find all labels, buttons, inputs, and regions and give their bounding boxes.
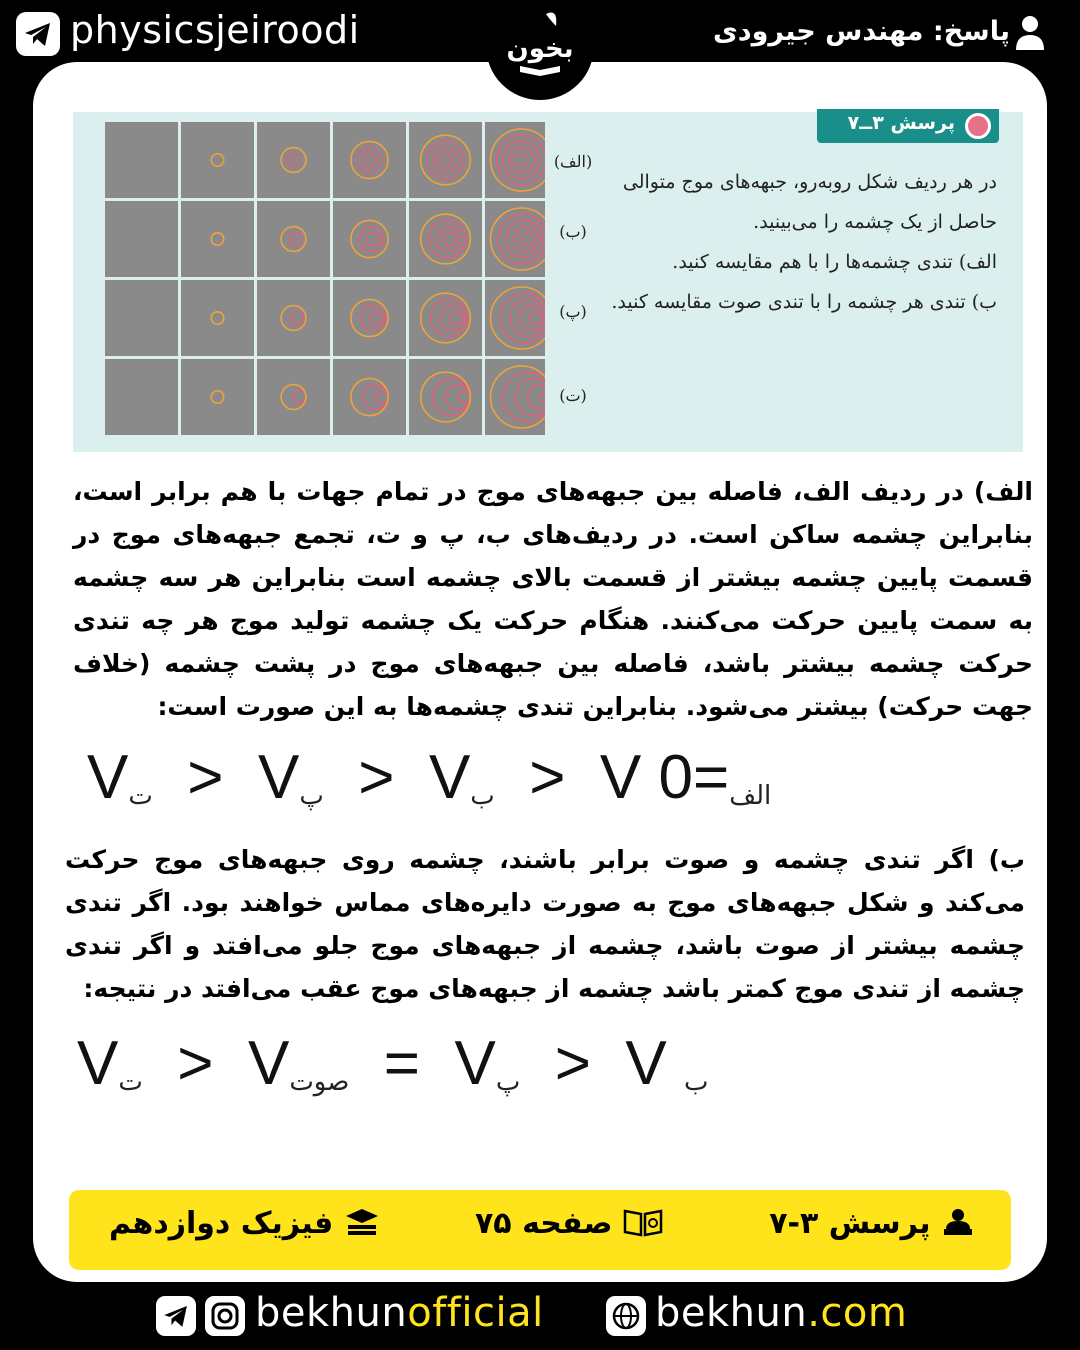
wave-cell (181, 359, 254, 435)
logo-text: بخون (506, 34, 574, 64)
question-badge-text: پرسش ۳ــ۷ (847, 112, 955, 134)
formula-gt: > (187, 743, 224, 812)
wave-cell (333, 201, 406, 277)
wave-cell (333, 359, 406, 435)
wave-cell (181, 280, 254, 356)
formula-gt: > (177, 1029, 214, 1098)
description-line: ب) تندی هر چشمه را با تندی صوت مقایسه کنید. (611, 291, 997, 313)
wave-cell (105, 201, 178, 277)
formula-eq: = (383, 1029, 420, 1098)
formula-v: V (87, 743, 129, 812)
formula-v: V (77, 1029, 119, 1098)
formula-sub: ت (128, 781, 153, 811)
formula-part-b (77, 1028, 709, 1099)
formula-sub: صوت (289, 1067, 350, 1097)
handle-main: bekhun (255, 1290, 408, 1336)
formula-gt: > (529, 743, 566, 812)
handle-accent: official (407, 1290, 544, 1336)
user-icon (1014, 14, 1046, 52)
instagram-icon[interactable] (205, 1296, 245, 1336)
formula-sub: ب (684, 1067, 709, 1097)
wave-cell (181, 201, 254, 277)
website-link[interactable] (655, 1290, 907, 1336)
wave-cell (333, 122, 406, 198)
formula-v: V (247, 1029, 290, 1098)
formula-v: V (428, 743, 471, 812)
row-label-p: (پ) (559, 302, 587, 321)
brand-logo (486, 0, 594, 100)
formula-sub: الف (729, 781, 772, 811)
wave-cell (257, 122, 330, 198)
teacher-icon (941, 1207, 975, 1237)
formula-eq: = (692, 743, 730, 812)
formula-v: V (454, 1029, 496, 1098)
info-question (769, 1206, 975, 1241)
formula-v: V (625, 1029, 667, 1098)
formula-v: V (599, 743, 642, 812)
telegram-icon[interactable] (16, 12, 60, 56)
row-label-b: (ب) (559, 222, 587, 241)
wave-cell (105, 122, 178, 198)
formula-gt: > (554, 1029, 591, 1098)
site-accent: .com (807, 1290, 908, 1336)
graduation-cap-icon (344, 1207, 380, 1237)
formula-sub: ب (470, 781, 495, 811)
answer-part-a: الف) در ردیف الف، فاصله بین جبهه‌های موج در تمام جهات با هم برابر است، بنابراین چشمه ساکن است. در ردیف‌های ب، پ و ت، تجمع جبهه‌های موج در قسمت پایین چشمه بیشتر از قسمت بالای چشمه است بنابراین هر سه چشمه به سمت پایین حرکت می‌کنند. هنگام حرکت یک چشمه تولید موج هر چه تندی حرکت چشمه بیشتر باشد، فاصله بین جبهه‌های موج در پشت چشمه (خلاف جهت حرکت) بیشتر می‌شود. بنابراین تندی چشمه‌ها به این صورت است: (73, 477, 1033, 721)
formula-sub: پ (299, 781, 324, 811)
instagram-handle[interactable] (255, 1290, 544, 1336)
info-book (109, 1206, 380, 1241)
textbook-figure (73, 112, 1023, 452)
answer-author: پاسخ: مهندس جیرودی (713, 16, 1010, 47)
question-badge (817, 109, 999, 143)
info-question-text: پرسش ۳-۷ (769, 1206, 931, 1241)
formula-part-a (87, 742, 771, 813)
telegram-icon[interactable] (156, 1296, 196, 1336)
figure-description (587, 162, 997, 322)
formula-sub: ت (118, 1067, 143, 1097)
row-label-t: (ت) (559, 386, 587, 405)
formula-v: V (257, 743, 300, 812)
wave-front-grid (105, 122, 545, 440)
telegram-handle[interactable]: physicsjeiroodi (70, 8, 360, 52)
description-line: در هر ردیف شکل روبه‌رو، جبهه‌های موج متوالی (622, 171, 997, 193)
formula-gt: > (358, 743, 395, 812)
wave-cell (105, 359, 178, 435)
info-page-text: صفحه ۷۵ (475, 1206, 613, 1241)
info-page (475, 1206, 663, 1241)
formula-sub: پ (495, 1067, 521, 1097)
globe-icon[interactable] (606, 1296, 646, 1336)
content-card (33, 62, 1047, 1282)
wave-cell (181, 122, 254, 198)
wave-cell (257, 280, 330, 356)
site-main: bekhun (655, 1290, 808, 1336)
book-open-icon (623, 1207, 663, 1237)
info-bar (69, 1190, 1011, 1270)
row-label-alef: (الف) (553, 152, 593, 171)
description-line: الف) تندی چشمه‌ها را با هم مقایسه کنید. (672, 251, 997, 273)
info-book-text: فیزیک دوازدهم (109, 1206, 334, 1241)
answer-part-b: ب) اگر تندی چشمه و صوت برابر باشند، چشمه روی جبهه‌های موج حرکت می‌کند و شکل جبهه‌های موج به صورت دایره‌های مماس خواهند بود. اگر تندی چشمه بیشتر از صوت باشد، چشمه از جبهه‌های موج جلو می‌افتد و اگر تندی چشمه از تندی موج کمتر باشد چشمه از جبهه‌های موج عقب می‌افتد در نتیجه: (65, 845, 1025, 1003)
badge-dot-icon (965, 113, 991, 139)
formula-zero: 0 (658, 743, 693, 812)
wave-cell (105, 280, 178, 356)
wave-cell (257, 201, 330, 277)
description-line: حاصل از یک چشمه را می‌بینید. (753, 211, 997, 233)
